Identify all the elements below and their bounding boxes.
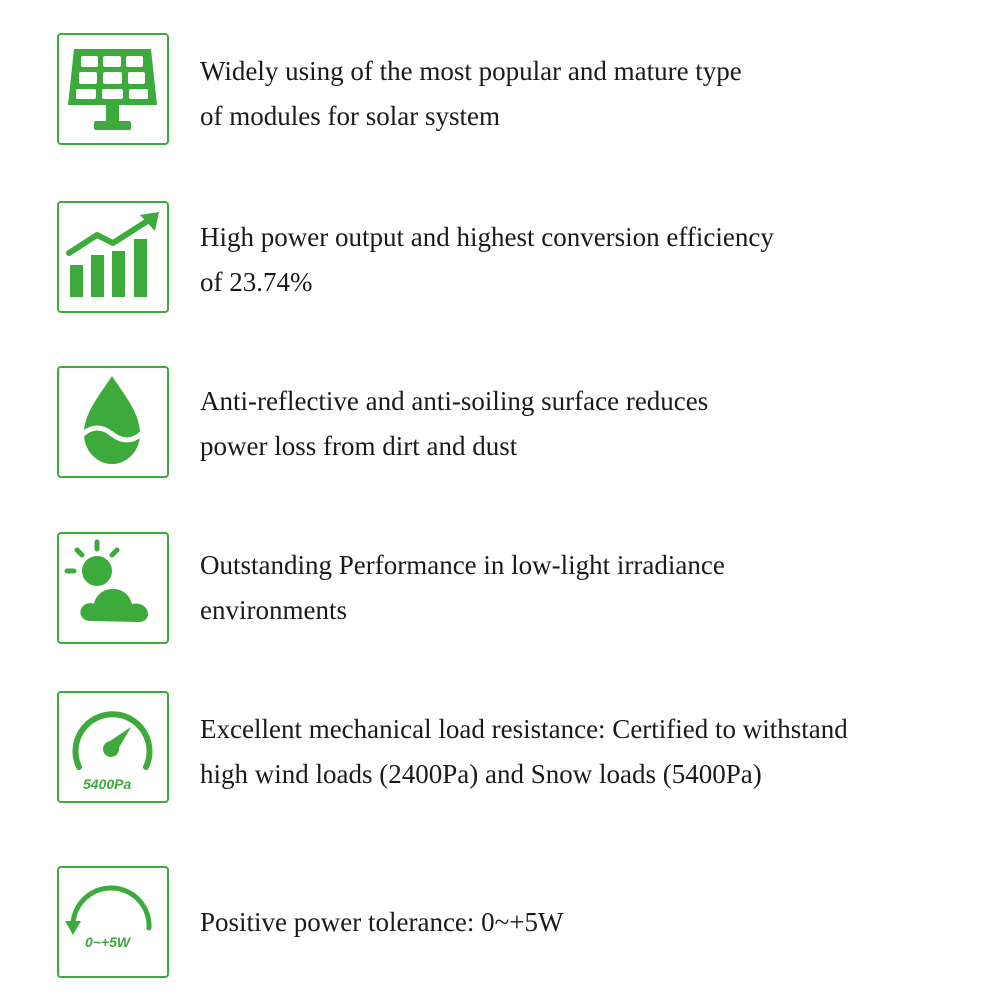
feature-text: [200, 900, 960, 945]
feature-text: [200, 379, 960, 469]
feature-line: High power output and highest conversion efficiency: [200, 222, 774, 252]
sun-cloud-icon: [57, 532, 169, 644]
water-drop-icon: [57, 366, 169, 478]
solar-panel-icon: [57, 33, 169, 145]
power-tolerance-icon: [57, 866, 169, 978]
feature-line: Anti-reflective and anti-soiling surface reduces: [200, 386, 709, 416]
feature-text: [200, 543, 960, 633]
tolerance-label: 0~+5W: [85, 934, 131, 950]
feature-line: of 23.74%: [200, 267, 313, 297]
feature-line: Positive power tolerance: 0~+5W: [200, 907, 564, 937]
feature-text: [200, 215, 960, 305]
feature-text: [200, 707, 960, 797]
feature-line: Outstanding Performance in low-light irradiance: [200, 550, 725, 580]
pressure-gauge-icon: [57, 691, 169, 803]
feature-line: of modules for solar system: [200, 101, 500, 131]
gauge-label: 5400Pa: [83, 776, 132, 792]
feature-line: high wind loads (2400Pa) and Snow loads (5400Pa): [200, 759, 762, 789]
feature-line: power loss from dirt and dust: [200, 431, 518, 461]
feature-text: [200, 49, 960, 139]
feature-line: environments: [200, 595, 347, 625]
feature-line: Widely using of the most popular and mature type: [200, 56, 742, 86]
growth-chart-icon: [57, 201, 169, 313]
feature-line: Excellent mechanical load resistance: Certified to withstand: [200, 714, 848, 744]
